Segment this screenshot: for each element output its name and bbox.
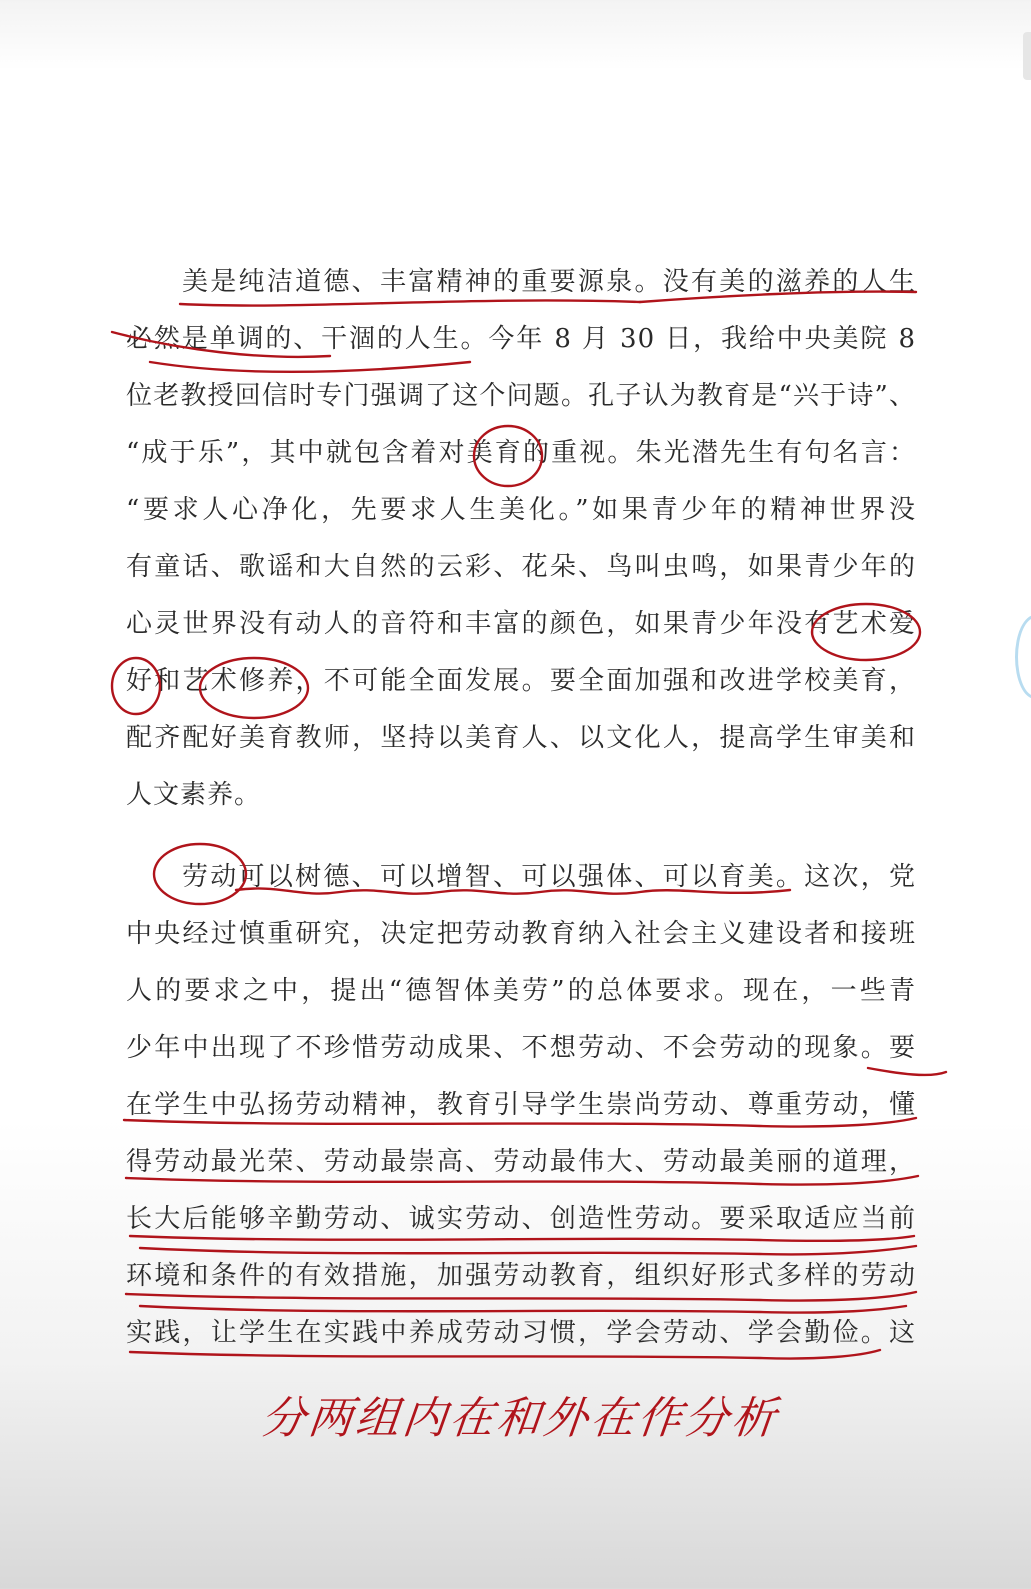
text-line: 劳动可以树德、可以增智、可以强体、可以育美。这次，党 xyxy=(182,862,916,892)
text-line: 中央经过慎重研究，决定把劳动教育纳入社会主义建设者和接班 xyxy=(126,919,916,949)
text-line: 长大后能够辛勤劳动、诚实劳动、创造性劳动。要采取适应当前 xyxy=(126,1204,916,1234)
text-line: 美是纯洁道德、丰富精神的重要源泉。没有美的滋养的人生 xyxy=(182,267,916,297)
text-line: “成于乐”，其中就包含着对美育的重视。朱光潜先生有句名言： xyxy=(126,438,916,468)
text-line: 在学生中弘扬劳动精神，教育引导学生崇尚劳动、尊重劳动，懂 xyxy=(126,1090,916,1120)
text-line: 少年中出现了不珍惜劳动成果、不想劳动、不会劳动的现象。要 xyxy=(126,1033,916,1063)
text-line: 位老教授回信时专门强调了这个问题。孔子认为教育是“兴于诗”、 xyxy=(126,381,916,411)
text-line: 有童话、歌谣和大自然的云彩、花朵、鸟叫虫鸣，如果青少年的 xyxy=(126,552,916,582)
text-line: 得劳动最光荣、劳动最崇高、劳动最伟大、劳动最美丽的道理， xyxy=(126,1147,916,1177)
handwritten-note: 分两组内在和外在作分析 xyxy=(258,1393,782,1444)
text-line: 心灵世界没有动人的音符和丰富的颜色，如果青少年没有艺术爱 xyxy=(126,609,916,639)
text-line: “要求人心净化，先要求人生美化。”如果青少年的精神世界没 xyxy=(126,495,916,525)
edge-handle xyxy=(1015,615,1031,699)
text-line: 人文素养。 xyxy=(126,780,262,810)
text-line: 环境和条件的有效措施，加强劳动教育，组织好形式多样的劳动 xyxy=(126,1261,916,1291)
text-line: 人的要求之中，提出“德智体美劳”的总体要求。现在，一些青 xyxy=(126,976,916,1006)
text-line: 配齐配好美育教师，坚持以美育人、以文化人，提高学生审美和 xyxy=(126,723,916,753)
text-line: 好和艺术修养，不可能全面发展。要全面加强和改进学校美育， xyxy=(126,666,916,696)
text-line: 必然是单调的、干涸的人生。今年 8 月 30 日，我给中央美院 8 xyxy=(126,324,916,354)
text-line: 实践，让学生在实践中养成劳动习惯，学会劳动、学会勤俭。这 xyxy=(126,1318,916,1348)
scroll-indicator[interactable] xyxy=(1023,32,1031,80)
